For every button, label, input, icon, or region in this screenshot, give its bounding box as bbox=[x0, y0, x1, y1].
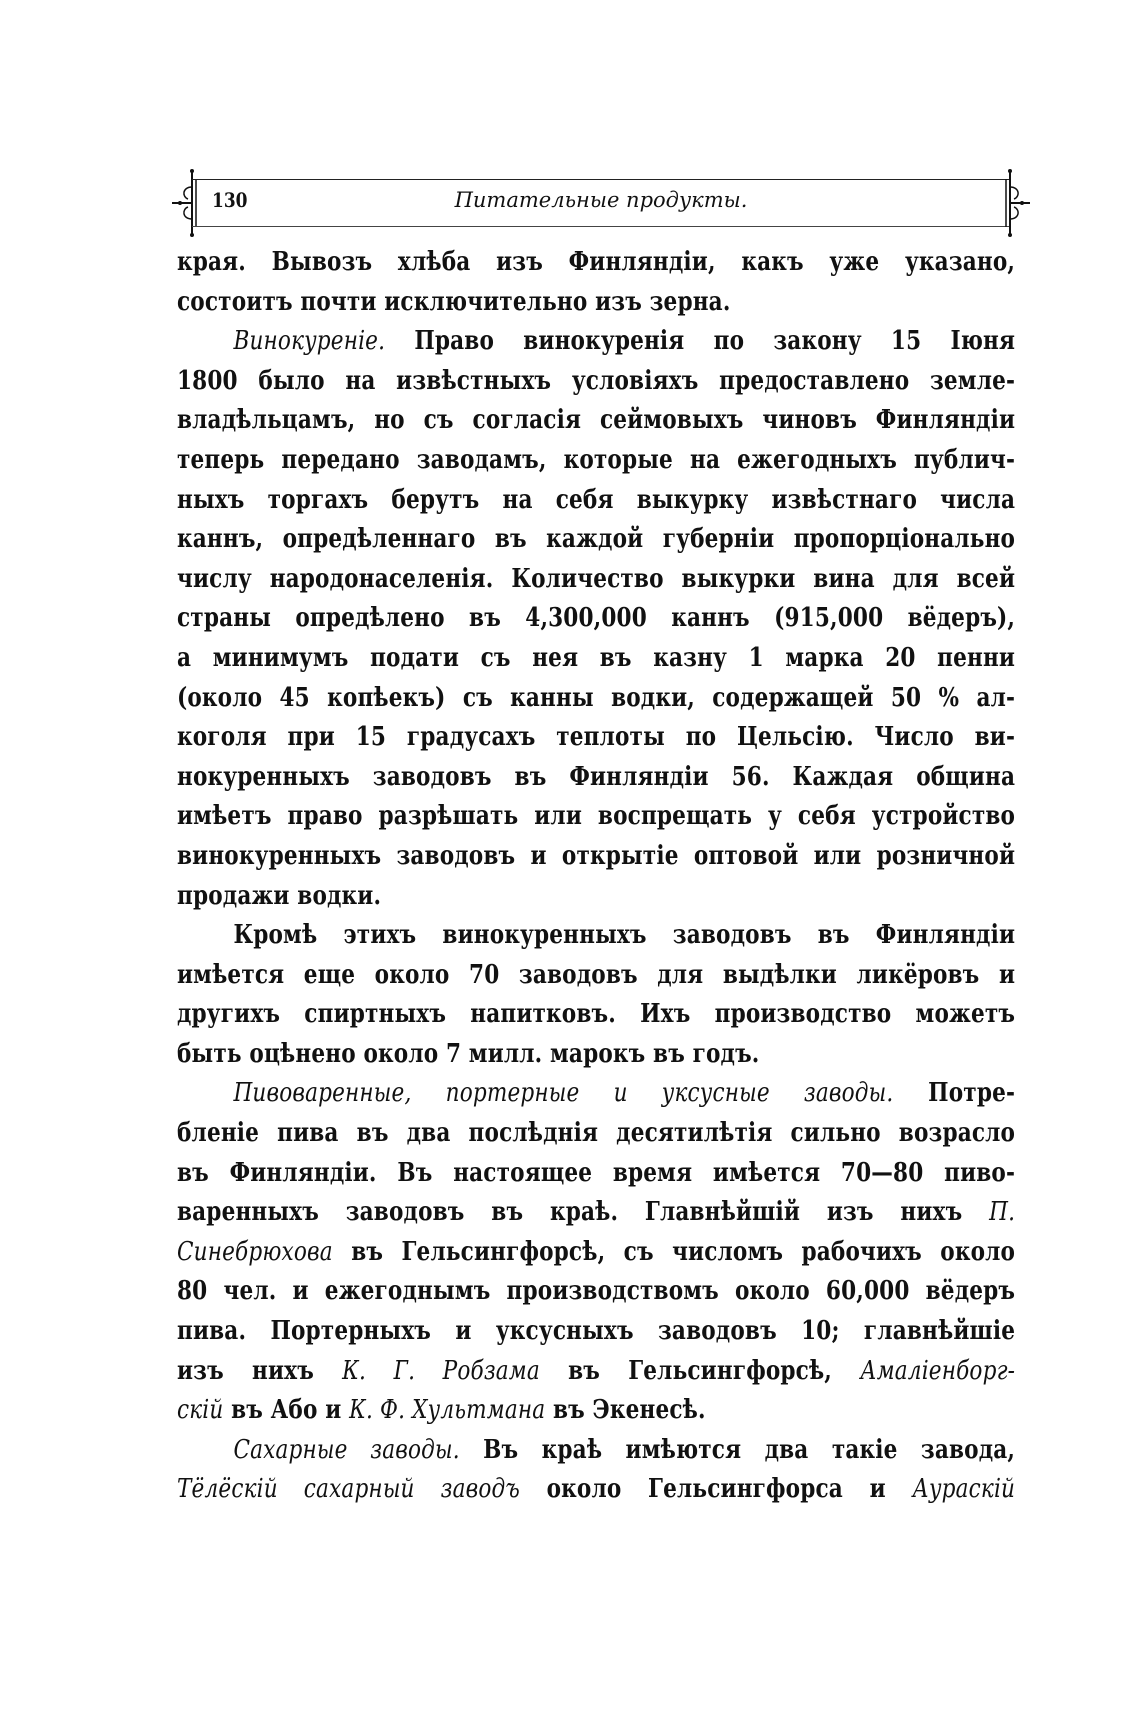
text-segment: теперь передано заводамъ, которые на ежегодныхъ публич- bbox=[177, 444, 1016, 475]
text-segment: въ Гельсингфорсѣ, съ числомъ рабочихъ около bbox=[332, 1236, 1016, 1267]
text-segment: пива. Портерныхъ и уксусныхъ заводовъ 10; главнѣйшіе bbox=[177, 1316, 1016, 1347]
italic-text-segment: Синебрюхова bbox=[177, 1236, 333, 1267]
text-line bbox=[177, 1233, 1015, 1273]
text-segment: въ Экенесѣ. bbox=[545, 1395, 706, 1426]
text-line bbox=[177, 322, 1015, 362]
page-number: 130 bbox=[212, 188, 248, 212]
text-segment: состоитъ почти исключительно изъ зерна. bbox=[177, 286, 731, 317]
text-segment: Кромѣ этихъ винокуренныхъ заводовъ въ Финляндіи bbox=[233, 920, 1016, 951]
body-text bbox=[177, 243, 1015, 1510]
text-line bbox=[177, 1272, 1015, 1312]
text-line bbox=[177, 1470, 1015, 1510]
text-segment: въ Гельсингфорсѣ, bbox=[539, 1355, 861, 1386]
text-line bbox=[177, 362, 1015, 402]
text-segment: въ Або и bbox=[223, 1395, 350, 1426]
text-segment: Потре- bbox=[893, 1078, 1016, 1109]
text-line bbox=[177, 1193, 1015, 1233]
text-line bbox=[177, 758, 1015, 798]
text-line bbox=[177, 916, 1015, 956]
text-segment: винокуренныхъ заводовъ и открытіе оптовой или розничной bbox=[177, 840, 1016, 871]
text-segment: быть оцѣнено около 7 милл. марокъ въ годъ. bbox=[177, 1038, 760, 1069]
italic-text-segment: К. Г. Робзама bbox=[342, 1355, 540, 1386]
text-segment: другихъ спиртныхъ напитковъ. Ихъ производство можетъ bbox=[177, 999, 1016, 1030]
text-line bbox=[177, 243, 1015, 283]
text-line bbox=[177, 1312, 1015, 1352]
italic-text-segment: К. Ф. Хультмана bbox=[349, 1395, 546, 1426]
italic-text-segment: П. bbox=[989, 1197, 1016, 1228]
text-line bbox=[177, 1352, 1015, 1392]
running-title: Питательные продукты. bbox=[454, 188, 748, 212]
text-segment: въ Финляндіи. Въ настоящее время имѣется 70—80 пиво- bbox=[177, 1157, 1016, 1188]
text-segment: нокуренныхъ заводовъ въ Финляндіи 56. Каждая община bbox=[177, 761, 1016, 792]
text-segment: (около 45 копѣекъ) съ канны водки, содержащей 50 % ал- bbox=[177, 682, 1016, 713]
text-line bbox=[177, 560, 1015, 600]
text-line bbox=[177, 401, 1015, 441]
italic-text-segment: Тёлёскій сахарный заводъ bbox=[177, 1474, 520, 1505]
text-line bbox=[177, 1035, 1015, 1075]
italic-text-segment: Пивоваренные, портерные и уксусные заводы. bbox=[233, 1078, 894, 1109]
text-segment: около Гельсингфорса и bbox=[519, 1474, 913, 1505]
fleuron-ornament-right-icon bbox=[1002, 167, 1032, 239]
text-line bbox=[177, 877, 1015, 917]
text-line bbox=[177, 481, 1015, 521]
text-line bbox=[177, 1074, 1015, 1114]
text-line bbox=[177, 1154, 1015, 1194]
italic-text-segment: Амаліенборг- bbox=[860, 1355, 1016, 1386]
text-segment: страны опредѣлено въ 4,300,000 каннъ (915,000 вёдеръ), bbox=[177, 603, 1016, 634]
text-line bbox=[177, 797, 1015, 837]
text-segment: имѣетъ право разрѣшать или воспрещать у себя устройство bbox=[177, 801, 1016, 832]
text-segment: Право винокуренія по закону 15 Іюня bbox=[385, 326, 1016, 357]
text-segment: бленіе пива въ два послѣднія десятилѣтія сильно возрасло bbox=[177, 1118, 1016, 1149]
text-segment: 80 чел. и ежегоднымъ производствомъ около 60,000 вёдеръ bbox=[177, 1276, 1016, 1307]
text-segment: Въ краѣ имѣются два такіе завода, bbox=[459, 1434, 1016, 1465]
text-segment: каннъ, опредѣленнаго въ каждой губерніи пропорціонально bbox=[177, 524, 1016, 555]
italic-text-segment: Винокуреніе. bbox=[233, 326, 386, 357]
text-segment: имѣется еще около 70 заводовъ для выдѣлки ликёровъ и bbox=[177, 959, 1016, 990]
text-line bbox=[177, 956, 1015, 996]
text-line bbox=[177, 1391, 1015, 1431]
text-line bbox=[177, 837, 1015, 877]
text-segment: ныхъ торгахъ берутъ на себя выкурку извѣстнаго числа bbox=[177, 484, 1016, 515]
text-line bbox=[177, 441, 1015, 481]
text-segment: а минимумъ подати съ нея въ казну 1 марка 20 пенни bbox=[177, 642, 1016, 673]
italic-text-segment: Сахарные заводы. bbox=[233, 1434, 460, 1465]
text-line bbox=[177, 995, 1015, 1035]
text-line bbox=[177, 520, 1015, 560]
text-segment: коголя при 15 градусахъ теплоты по Цельсію. Число ви- bbox=[177, 722, 1016, 753]
text-line bbox=[177, 679, 1015, 719]
italic-text-segment: Аураскій bbox=[912, 1474, 1016, 1505]
text-line bbox=[177, 718, 1015, 758]
page-header bbox=[170, 179, 1032, 227]
text-line bbox=[177, 1114, 1015, 1154]
text-line bbox=[177, 283, 1015, 323]
text-segment: владѣльцамъ, но съ согласія сеймовыхъ чиновъ Финляндіи bbox=[177, 405, 1016, 436]
italic-text-segment: скій bbox=[177, 1395, 224, 1426]
text-segment: края. Вывозъ хлѣба изъ Финляндіи, какъ уже указано, bbox=[177, 247, 1016, 277]
text-segment: изъ нихъ bbox=[177, 1355, 343, 1386]
text-segment: 1800 было на извѣстныхъ условіяхъ предоставлено земле- bbox=[177, 365, 1016, 396]
text-segment: продажи водки. bbox=[177, 880, 382, 911]
text-line bbox=[177, 599, 1015, 639]
text-segment: варенныхъ заводовъ въ краѣ. Главнѣйшій изъ нихъ bbox=[177, 1197, 990, 1228]
text-line bbox=[177, 1431, 1015, 1471]
text-segment: числу народонаселенія. Количество выкурки вина для всей bbox=[177, 563, 1016, 594]
text-line bbox=[177, 639, 1015, 679]
